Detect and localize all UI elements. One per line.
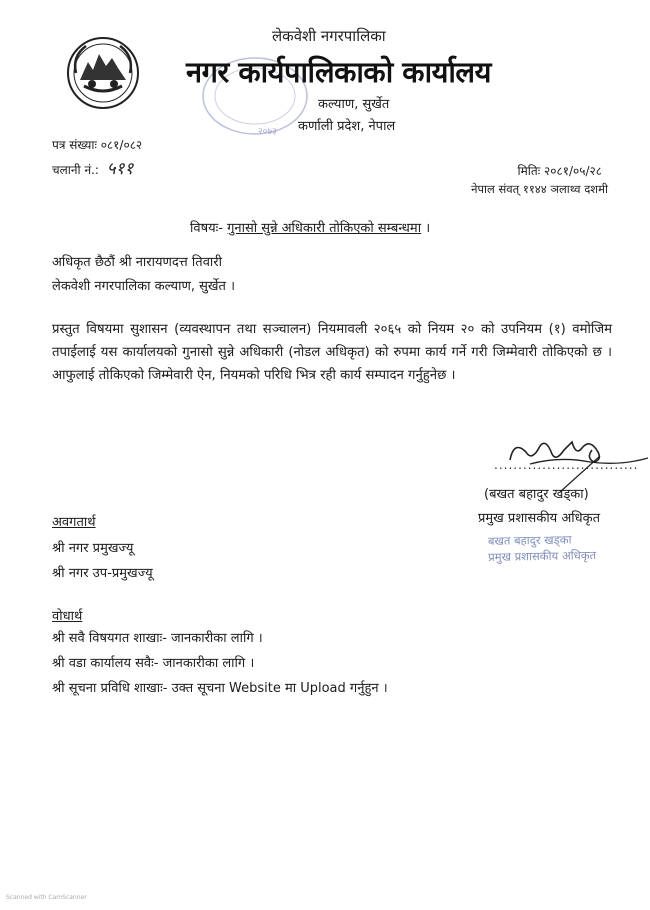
cc-heading: अवगतार्थ	[52, 515, 96, 530]
signature-stamp-line-2: प्रमुख प्रशासकीय अधिकृत	[488, 548, 597, 564]
stamp-year: २०७३	[258, 127, 277, 137]
signatory-designation: प्रमुख प्रशासकीय अधिकृत	[478, 511, 601, 526]
subject-line	[190, 218, 430, 236]
address-line-1: कल्याण, सुर्खेत	[318, 97, 390, 112]
scanner-watermark: Scanned with CamScanner	[6, 894, 87, 901]
nepal-emblem-icon	[66, 36, 140, 110]
signatory-name: (बखत बहादुर खड्का)	[484, 487, 589, 502]
cc-item: श्री नगर प्रमुखज्यू	[52, 541, 134, 556]
chalani-label: चलानी नं.:	[52, 163, 99, 177]
cc-item: श्री नगर उप-प्रमुखज्यू	[52, 566, 153, 581]
office-title: नगर कार्यपालिकाको कार्यालय	[186, 55, 491, 89]
address-line-2: कर्णाली प्रदेश, नेपाल	[298, 119, 396, 134]
info-item: श्री सवै विषयगत शाखाः- जानकारीका लागि ।	[52, 631, 263, 646]
nepal-samvat-date: नेपाल संवत् ११४४ ञलाथ्व दशमी	[471, 182, 608, 196]
info-item: श्री सूचना प्रविधि शाखाः- उक्त सूचना Website मा Upload गर्नुहुन ।	[52, 681, 388, 696]
subject-label: विषयः-	[190, 221, 223, 236]
info-item: श्री वडा कार्यालय सवैः- जानकारीका लागि ।	[52, 656, 255, 671]
chalani-number	[52, 156, 133, 179]
chalani-handwritten-value: ५११	[106, 159, 134, 179]
reference-number: पत्र संख्याः ०८१/०८२	[52, 138, 143, 152]
signature-stamp	[488, 531, 597, 565]
info-heading: वोधार्थ	[52, 609, 83, 624]
recipient-line-2: लेकवेशी नगरपालिका कल्याण, सुर्खेत ।	[52, 279, 236, 294]
subject-text: गुनासो सुन्ने अधिकारी तोकिएको सम्बन्धमा	[227, 221, 422, 236]
subject-end: ।	[425, 221, 431, 236]
letter-date: मितिः २०८१/०५/२८	[517, 164, 602, 178]
signature-dotted-line: ..............................	[494, 458, 639, 472]
signature-stamp-line-1: बखत बहादुर खड्का	[487, 532, 572, 548]
recipient-line-1: अधिकृत छैठौं श्री नारायणदत्त तिवारी	[52, 255, 222, 270]
municipality-name: लेकवेशी नगरपालिका	[272, 27, 386, 45]
letter-body: प्रस्तुत विषयमा सुशासन (व्यवस्थापन तथा सञ्चालन) नियमावली २०६५ को नियम २० को उपनियम (१) वमोजिम तपाईलाई यस कार्यालयको गुनासो सुन्ने अधिकारी (नोडल अधिकृत) को रुपमा कार्य गर्ने गरी जिम्मेवारी तोकिएको छ । आफुलाई तोकिएको जिम्मेवारी ऐन, नियमको परिधि भित्र रही कार्य सम्पादन गर्नुहुनेछ ।	[52, 322, 612, 383]
